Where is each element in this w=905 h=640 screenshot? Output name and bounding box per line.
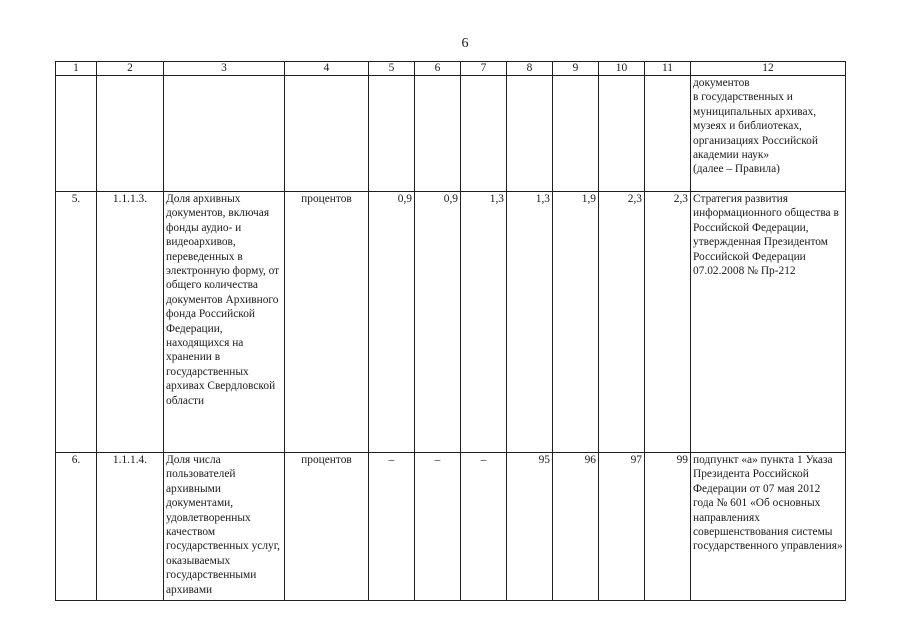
header-cell: 7 [461,62,507,76]
indicators-table [55,61,846,601]
header-cell: 9 [553,62,599,76]
source-cell: Стратегия развития информационного общества в Российской Федерации, утвержденная Президентом Российской Федерации 07.02.2008 № Пр-212 [691,192,846,453]
row-number-cell: 6. [56,453,97,601]
value-cell: 95 [507,453,553,601]
code-cell: 1.1.1.4. [97,453,164,601]
empty-cell [645,76,691,192]
empty-cell [415,76,461,192]
header-cell: 12 [691,62,846,76]
code-cell: 1.1.1.3. [97,192,164,453]
source-cell-continuation: документов в государственных и муниципальных архивах, музеях и библиотеках, организациях Российской академии наук» (далее – Правила) [691,76,846,192]
value-cell: 0,9 [415,192,461,453]
header-cell: 6 [415,62,461,76]
header-cell: 4 [285,62,369,76]
empty-cell [507,76,553,192]
indicator-cell: Доля числа пользователей архивными документами, удовлетворенных качеством государственных услуг, оказываемых государственными архивами [164,453,285,601]
header-cell: 3 [164,62,285,76]
header-cell: 1 [56,62,97,76]
value-cell: 1,9 [553,192,599,453]
header-cell: 8 [507,62,553,76]
header-cell: 2 [97,62,164,76]
value-cell: – [369,453,415,601]
source-cell: подпункт «а» пункта 1 Указа Президента Российской Федерации от 07 мая 2012 года № 601 «Об основных направлениях совершенствования системы государственного управления» [691,453,846,601]
empty-cell [369,76,415,192]
table-row [56,453,846,601]
empty-cell [599,76,645,192]
value-cell: 1,3 [461,192,507,453]
header-cell: 11 [645,62,691,76]
page-number: 6 [461,36,469,51]
value-cell: 0,9 [369,192,415,453]
unit-cell: процентов [285,192,369,453]
value-cell: – [415,453,461,601]
unit-cell: процентов [285,453,369,601]
value-cell: 96 [553,453,599,601]
row-number-cell: 5. [56,192,97,453]
value-cell: 2,3 [645,192,691,453]
empty-cell [164,76,285,192]
value-cell: 1,3 [507,192,553,453]
empty-cell [56,76,97,192]
empty-cell [461,76,507,192]
value-cell: 2,3 [599,192,645,453]
value-cell: 97 [599,453,645,601]
empty-cell [553,76,599,192]
table-row [56,192,846,453]
continuation-row [56,76,846,192]
header-cell: 5 [369,62,415,76]
value-cell: – [461,453,507,601]
indicator-cell: Доля архивных документов, включая фонды аудио- и видеоархивов, переведенных в электронную форму, от общего количества документов Архивного фонда Российской Федерации, находящихся на хранении в государственных архивах Свердловской области [164,192,285,453]
header-cell: 10 [599,62,645,76]
header-row [56,62,846,76]
value-cell: 99 [645,453,691,601]
empty-cell [97,76,164,192]
empty-cell [285,76,369,192]
